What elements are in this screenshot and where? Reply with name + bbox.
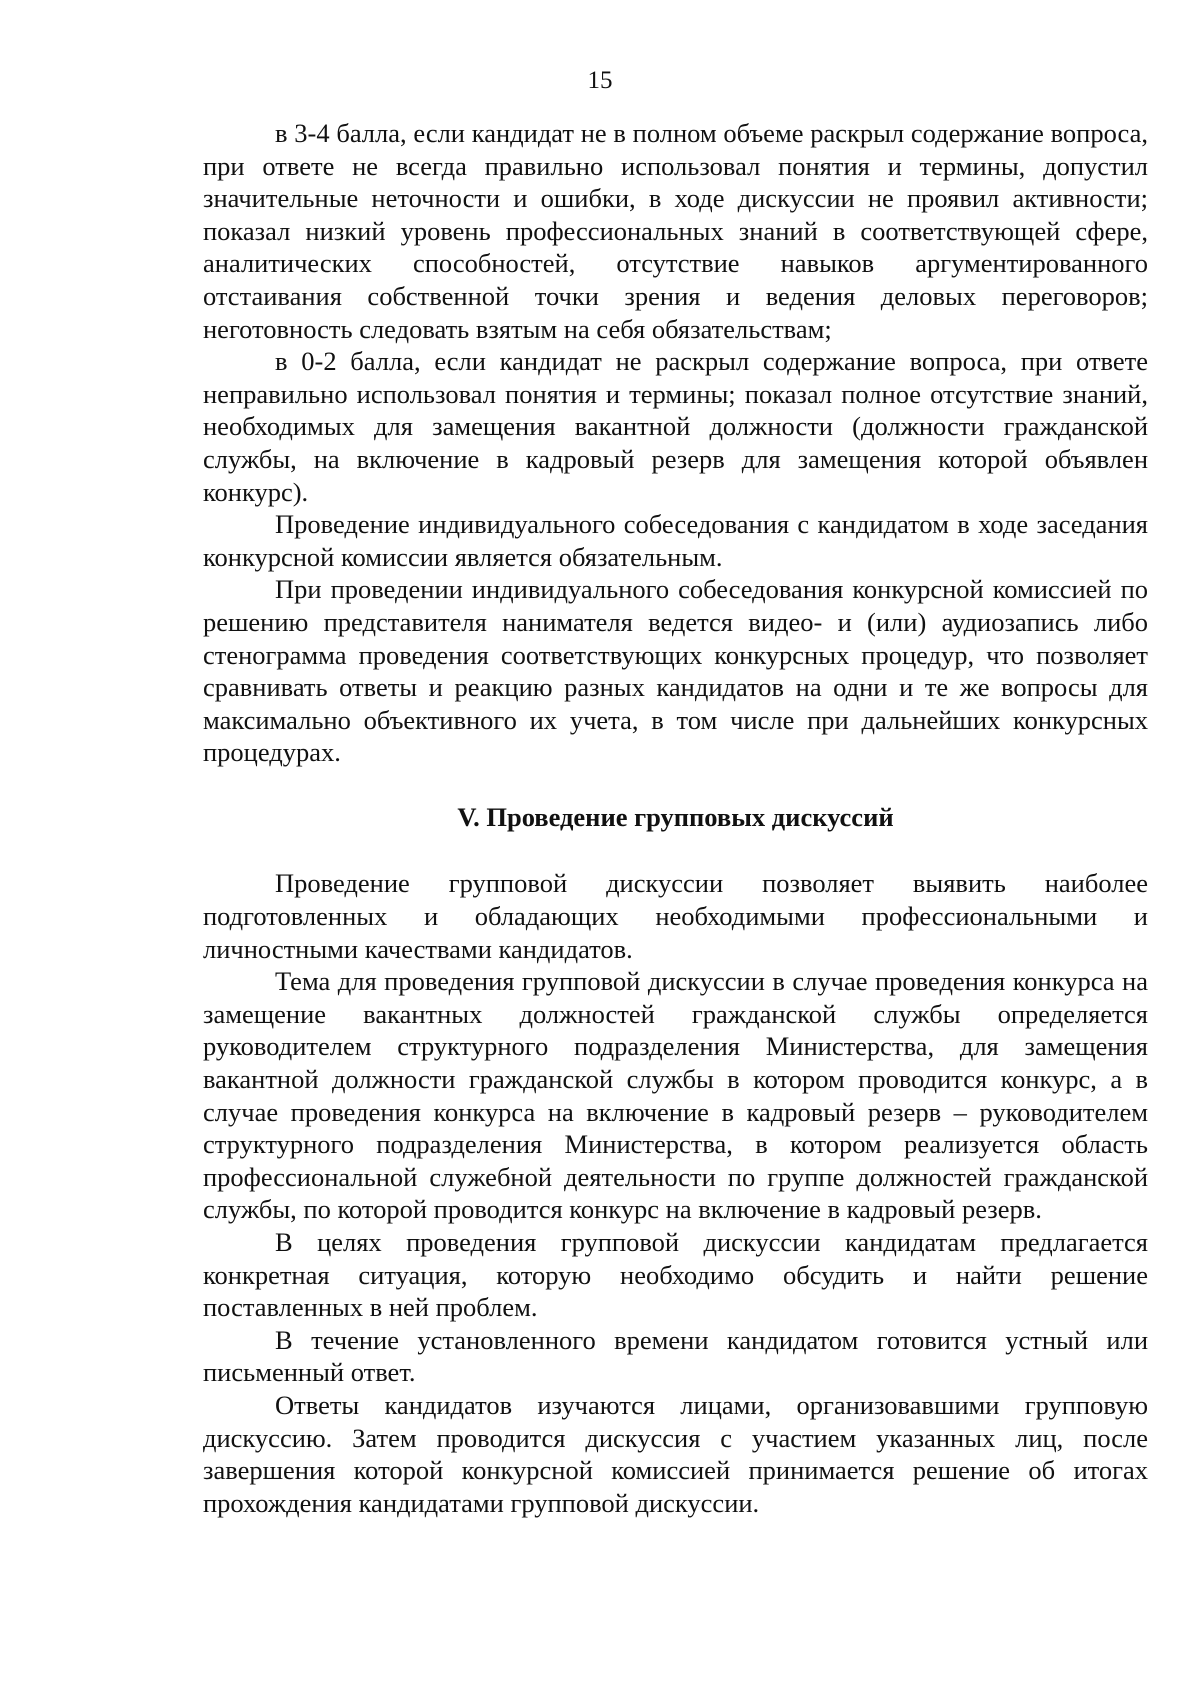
paragraph-group-discussion-purpose: Проведение групповой дискуссии позволяет выявить наиболее подготовленных и обладающих необходимыми профессиональными и личностными качествами кандидатов. [203, 868, 1148, 964]
paragraph-score-3-4: в 3-4 балла, если кандидат не в полном объеме раскрыл содержание вопроса, при ответе не всегда правильно использовал понятия и термины, допустил значительные неточности и ошибки, в ходе дискуссии не проявил активности; показал низкий уровень профессиональных знаний в соответствующей сфере, аналитических способностей, отсутствие навыков аргументированного отстаивания собственной точки зрения и ведения деловых переговоров; неготовность следовать взятым на себя обязательствам; [203, 118, 1148, 344]
paragraph-interview-recording: При проведении индивидуального собеседования конкурсной комиссией по решению представителя нанимателя ведется видео- и (или) аудиозапись либо стенограмма проведения соответствующих конкурсных процедур, что позволяет сравнивать ответы и реакцию разных кандидатов на одни и те же вопросы для максимально объективного их учета, в том числе при дальнейших конкурсных процедурах. [203, 574, 1148, 768]
document-body [203, 117, 1148, 1519]
paragraph-interview-mandatory: Проведение индивидуального собеседования с кандидатом в ходе заседания конкурсной комиссии является обязательным. [203, 509, 1148, 572]
paragraph-discussion-answer: В течение установленного времени кандидатом готовится устный или письменный ответ. [203, 1324, 1148, 1388]
spacer [203, 833, 1148, 867]
paragraph-discussion-situation: В целях проведения групповой дискуссии кандидатам предлагается конкретная ситуация, которую необходимо обсудить и найти решение поставленных в ней проблем. [203, 1227, 1148, 1323]
paragraph-discussion-results: Ответы кандидатов изучаются лицами, организовавшими групповую дискуссию. Затем проводится дискуссия с участием указанных лиц, после завершения которой конкурсной комиссией принимается решение об итогах прохождения кандидатами групповой дискуссии. [203, 1389, 1148, 1518]
section-heading-group-discussions: V. Проведение групповых дискуссий [457, 801, 894, 832]
spacer [203, 769, 1148, 801]
page-number: 15 [587, 67, 613, 94]
paragraph-discussion-topic: Тема для проведения групповой дискуссии в случае проведения конкурса на замещение вакантных должностей гражданской службы определяется руководителем структурного подразделения Министерства, для замещения вакантной должности гражданской службы в котором проводится конкурс, а в случае проведения конкурса на включение в кадровый резерв – руководителем структурного подразделения Министерства, в котором реализуется область профессиональной служебной деятельности по группе должностей гражданской службы, по которой проводится конкурс на включение в кадровый резерв. [203, 966, 1148, 1225]
paragraph-score-0-2: в 0-2 балла, если кандидат не раскрыл содержание вопроса, при ответе неправильно использовал понятия и термины; показал полное отсутствие знаний, необходимых для замещения вакантной должности (должности гражданской службы, на включение в кадровый резерв для замещения которой объявлен конкурс). [203, 346, 1148, 507]
